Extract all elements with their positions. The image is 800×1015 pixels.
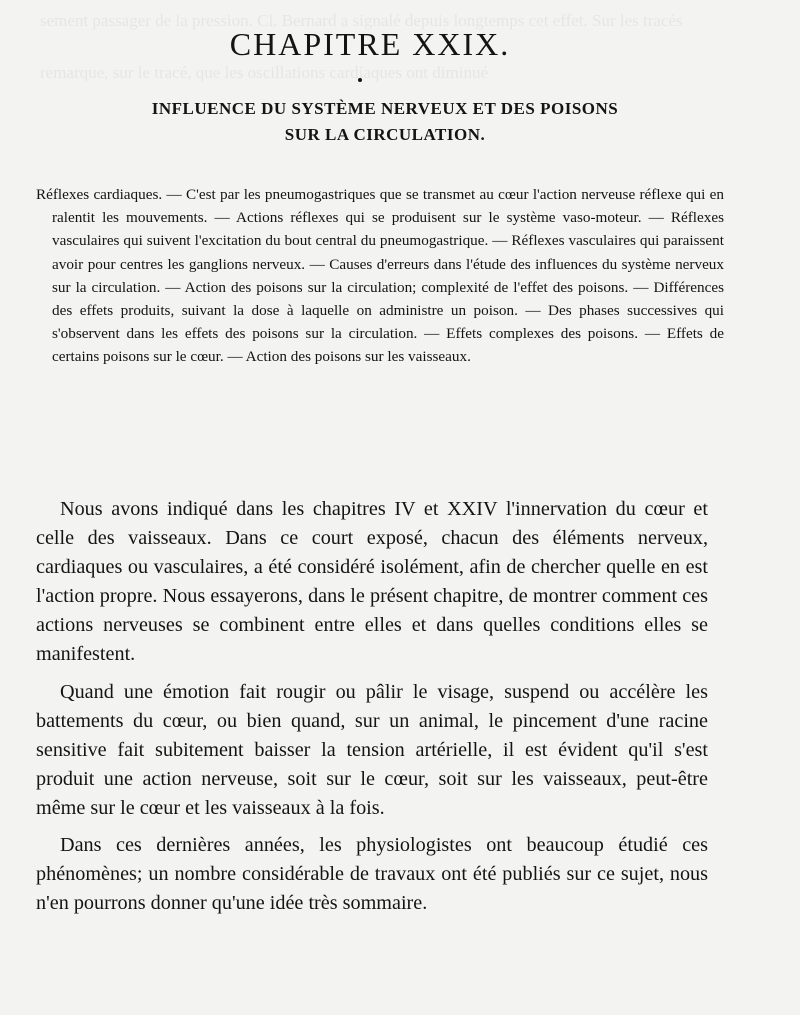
body-paragraph-2: Quand une émotion fait rougir ou pâlir le visage, suspend ou accélère les battements du cœur, ou bien quand, sur un animal, le pincement d'une racine sensitive fait subitement baisser la tension artérielle, il est évident qu'il s'est produit une action nerveuse, soit sur le cœur, soit sur les vaisseaux, peut-être même sur le cœur et les vaisseaux à la fois. — [36, 680, 708, 819]
section-title-line-1: INFLUENCE DU SYSTÈME NERVEUX ET DES POISONS — [151, 99, 619, 118]
chapter-body — [36, 495, 708, 926]
section-title-line-2: SUR LA CIRCULATION. — [284, 125, 486, 144]
body-paragraph-3: Dans ces dernières années, les physiologistes ont beaucoup étudié ces phénomènes; un nombre considérable de travaux ont été publiés sur ce sujet, nous n'en pourrons donner qu'une idée très sommaire. — [36, 834, 708, 915]
show-through-text: sement passager de la pression. Cl. Bernard a signalé depuis longtemps cet effet. Sur les tracés — [40, 11, 683, 30]
printer-dot — [358, 78, 362, 82]
body-paragraph-1: Nous avons indiqué dans les chapitres IV et XXIV l'innervation du cœur et celle des vaisseaux. Dans ce court exposé, chacun des éléments nerveux, cardiaques ou vasculaires, a été considéré isolément, afin de chercher quelle en est l'action propre. Nous essayerons, dans le présent chapitre, de montrer comment ces actions nerveuses se combinent entre elles et dans quelles conditions elles se manifestent. — [36, 498, 708, 666]
chapter-title: CHAPITRE XXIX. — [229, 26, 511, 62]
chapter-summary: Réflexes cardiaques. — C'est par les pneumogastriques que se transmet au cœur l'action nerveuse réflexe qui en ralentit les mouvements. — Actions réflexes qui se produisent sur le système vaso-moteur. — Réflexes vasculaires qui suivent l'excitation du bout central du pneumogastrique. — Réflexes vasculaires qui paraissent avoir pour centres les ganglions nerveux. — Causes d'erreurs dans l'étude des influences du système nerveux sur la circulation. — Action des poisons sur la circulation; complexité de l'effet des poisons. — Différences des effets produits, suivant la dose à laquelle on administre un poison. — Des phases successives qui s'observent dans les effets des poisons sur la circulation. — Effets complexes des poisons. — Effets de certains poisons sur le cœur. — Action des poisons sur les vaisseaux. — [36, 186, 724, 366]
show-through-text: remarque, sur le tracé, que les oscillations cardiaques ont diminué — [40, 63, 488, 82]
section-title — [40, 96, 730, 148]
